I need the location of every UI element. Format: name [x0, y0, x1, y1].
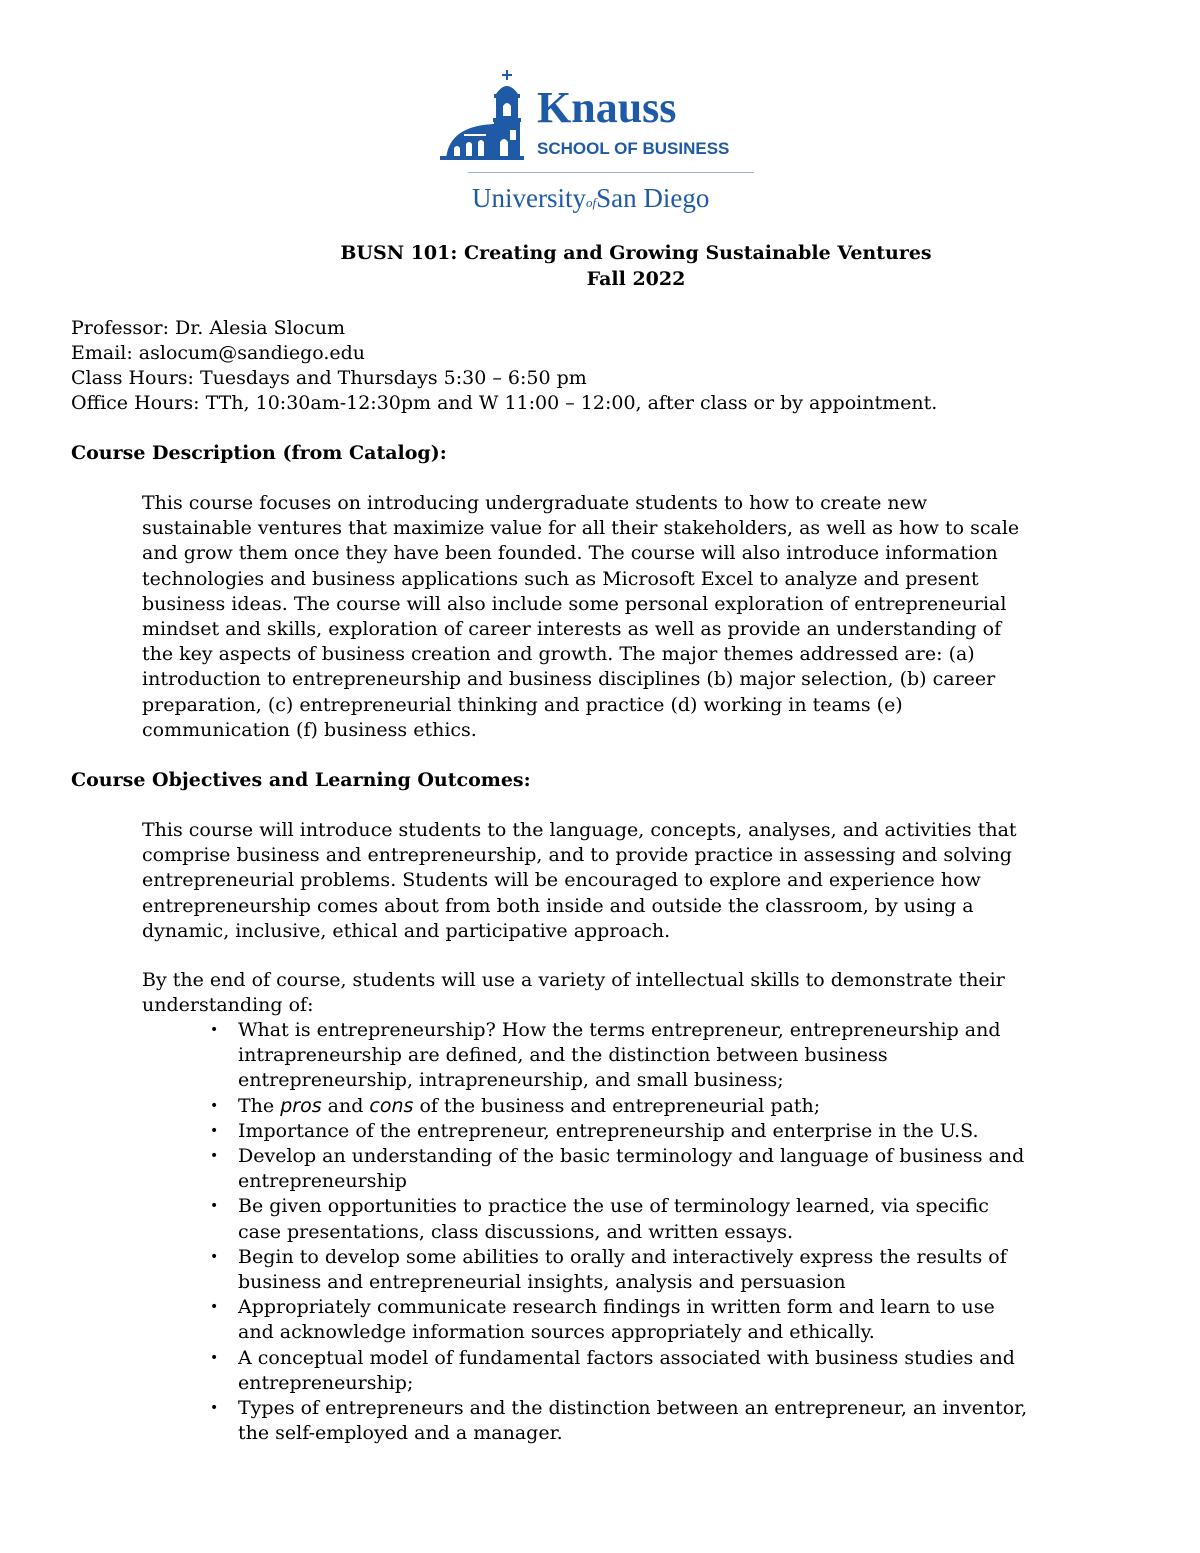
- list-item-line: intrapreneurship are defined, and the distinction between business: [238, 1044, 888, 1067]
- objectives-intro-paragraph: [142, 818, 1017, 944]
- list-item-line: entrepreneurship, intrapreneurship, and small business;: [238, 1069, 784, 1092]
- list-item: [142, 1094, 1027, 1119]
- class-hours-line: Class Hours: Tuesdays and Thursdays 5:30 – 6:50 pm: [71, 367, 587, 389]
- bullet-icon: •: [210, 1022, 219, 1038]
- list-item-line: entrepreneurship: [238, 1170, 407, 1193]
- text-line: This course will introduce students to the language, concepts, analyses, and activities that: [142, 819, 1017, 841]
- bullet-icon: •: [210, 1198, 219, 1215]
- bullet-icon: •: [210, 1248, 219, 1265]
- course-title-block: [0, 240, 1200, 292]
- bullet-icon: •: [210, 1299, 219, 1316]
- list-item-line: Be given opportunities to practice the use of terminology learned, via specific: [238, 1195, 989, 1218]
- text-line: comprise business and entrepreneurship, and to provide practice in assessing and solving: [142, 844, 1012, 867]
- list-item-line: Types of entrepreneurs and the distinction between an entrepreneur, an inventor,: [238, 1397, 1028, 1420]
- university-name-of: of: [586, 195, 597, 210]
- office-hours-line: Office Hours: TTh, 10:30am-12:30pm and W 11:00 – 12:00, after class or by appointment.: [71, 392, 938, 414]
- list-item-line: Develop an understanding of the basic terminology and language of business and: [238, 1145, 1025, 1168]
- objectives-heading: Course Objectives and Learning Outcomes:: [71, 769, 531, 791]
- list-item-line: What is entrepreneurship? How the terms entrepreneur, entrepreneurship and: [238, 1019, 1001, 1041]
- university-name-pre: University: [472, 183, 586, 213]
- list-item-line: entrepreneurship;: [238, 1371, 414, 1394]
- list-item-line: case presentations, class discussions, and written essays.: [238, 1220, 794, 1243]
- list-item: [142, 1245, 1027, 1295]
- list-item-line: business and entrepreneurial insights, analysis and persuasion: [238, 1271, 846, 1294]
- course-term: Fall 2022: [586, 268, 686, 290]
- description-heading: Course Description (from Catalog):: [71, 442, 447, 464]
- list-item-line: Appropriately communicate research findings in written form and learn to use: [238, 1296, 995, 1319]
- text-line: dynamic, inclusive, ethical and participative approach.: [142, 919, 671, 942]
- knauss-logo: [436, 64, 766, 224]
- text-line: introduction to entrepreneurship and business disciplines (b) major selection, (b) career: [142, 668, 996, 691]
- emphasis: pros: [280, 1094, 322, 1117]
- text-line: entrepreneurship comes about from both inside and outside the classroom, by using a: [142, 894, 974, 917]
- list-item: [142, 1119, 1027, 1144]
- text-line: understanding of:: [142, 994, 314, 1017]
- list-item: [142, 1144, 1027, 1194]
- university-name: [472, 185, 709, 212]
- text-line: entrepreneurial problems. Students will be encouraged to explore and experience how: [142, 869, 981, 892]
- list-item-line: Begin to develop some abilities to orally and interactively express the results of: [238, 1245, 1007, 1268]
- professor-line: Professor: Dr. Alesia Slocum: [71, 317, 346, 339]
- list-item: [142, 1295, 1027, 1345]
- text-line: This course focuses on introducing undergraduate students to how to create new: [142, 492, 928, 514]
- bullet-icon: •: [210, 1097, 219, 1114]
- bullet-icon: •: [210, 1400, 219, 1417]
- text-line: communication (f) business ethics.: [142, 718, 477, 741]
- school-name: Knauss: [537, 83, 677, 132]
- list-item: [142, 1018, 1027, 1094]
- list-item-line: and acknowledge information sources appropriately and ethically.: [238, 1321, 875, 1344]
- list-item-line: the self-employed and a manager.: [238, 1422, 563, 1445]
- description-paragraph: [142, 491, 1019, 743]
- bullet-icon: •: [210, 1122, 219, 1139]
- list-item: [142, 1396, 1027, 1446]
- objectives-lead-paragraph: [142, 968, 1005, 1018]
- text-line: business ideas. The course will also include some personal exploration of entrepreneurial: [142, 592, 1007, 615]
- text-line: technologies and business applications such as Microsoft Excel to analyze and present: [142, 567, 979, 590]
- text-line: mindset and skills, exploration of career interests as well as provide an understanding of: [142, 618, 1002, 641]
- text-line: and grow them once they have been founded. The course will also introduce information: [142, 542, 998, 565]
- bullet-icon: •: [210, 1148, 219, 1165]
- email-line: Email: aslocum@sandiego.edu: [71, 342, 366, 364]
- bullet-icon: •: [210, 1349, 219, 1366]
- list-item: [142, 1194, 1027, 1244]
- university-name-post: San Diego: [596, 183, 710, 213]
- mission-bell-tower-icon: [436, 64, 536, 164]
- list-item-line: Importance of the entrepreneur, entrepreneurship and enterprise in the U.S.: [238, 1119, 979, 1142]
- text-line: By the end of course, students will use a variety of intellectual skills to demonstrate their: [142, 969, 1005, 991]
- course-title: BUSN 101: Creating and Growing Sustainable Ventures: [340, 242, 932, 264]
- text-line: preparation, (c) entrepreneurial thinking and practice (d) working in teams (e): [142, 693, 903, 716]
- list-item: [142, 1346, 1027, 1396]
- text-line: the key aspects of business creation and growth. The major themes addressed are: (a): [142, 643, 975, 666]
- school-subtitle: SCHOOL OF BUSINESS: [537, 139, 730, 158]
- learning-outcomes-list: [142, 1018, 1027, 1446]
- list-item-line: The pros and cons of the business and entrepreneurial path;: [238, 1094, 821, 1117]
- emphasis: cons: [369, 1094, 414, 1117]
- text-line: sustainable ventures that maximize value for all their stakeholders, as well as how to scale: [142, 517, 1020, 540]
- logo-divider: [468, 172, 754, 173]
- list-item-line: A conceptual model of fundamental factors associated with business studies and: [238, 1346, 1015, 1369]
- course-info: [71, 316, 937, 416]
